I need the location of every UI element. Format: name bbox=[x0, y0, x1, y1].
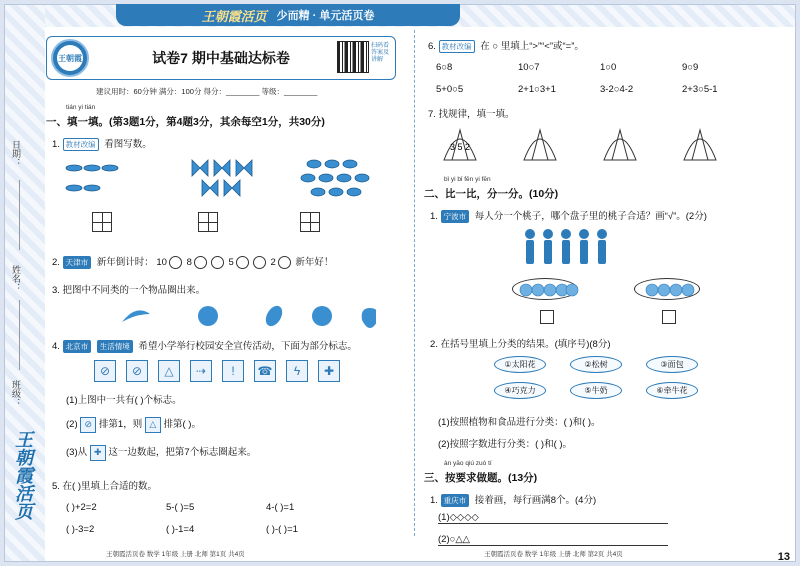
peaches bbox=[516, 282, 706, 298]
q21-tag: 宁波市 bbox=[441, 210, 470, 223]
q1-answer-box-3[interactable] bbox=[300, 212, 320, 232]
q6-cmp-6[interactable]: 2+1○3+1 bbox=[518, 84, 556, 95]
q6-cmp-3[interactable]: 1○0 bbox=[600, 62, 617, 73]
q21: 1. 宁波市 每人分一个桃子，哪个盘子里的桃子合适？画“√”。(2分) bbox=[430, 211, 707, 222]
no-swim-sign-icon: ⊘ bbox=[80, 417, 96, 433]
q3-pictures bbox=[116, 302, 376, 330]
phone-sign-icon: ☎ bbox=[254, 360, 276, 382]
countdown-blank[interactable] bbox=[236, 256, 249, 269]
sec3-title: 三、按要求做题。(13分) bbox=[424, 472, 538, 484]
q7-shells bbox=[440, 124, 760, 164]
q5: 5. 在( )里填上合适的数。 bbox=[52, 481, 158, 492]
name-label: 姓名： bbox=[11, 265, 21, 292]
banner-subtitle: 少而精 · 单元活页卷 bbox=[276, 10, 375, 22]
no-swim-sign-icon: ⊘ bbox=[126, 360, 148, 382]
q6-cmp-2[interactable]: 10○7 bbox=[518, 62, 540, 73]
leaf-icon bbox=[262, 303, 285, 329]
side-fields bbox=[6, 120, 28, 440]
right-column bbox=[424, 26, 780, 562]
q1: 1. 教材改编 看图写数。 bbox=[52, 139, 152, 150]
q4-sub1: (1)上图中一共有( )个标志。 bbox=[66, 395, 182, 406]
q2-prefix: 新年倒计时： bbox=[96, 257, 154, 268]
q2-tag: 天津市 bbox=[63, 256, 92, 269]
q6: 6. 教材改编 在 ○ 里填上“>”“<”或“=”。 bbox=[428, 41, 584, 52]
q7: 7. 找规律，填一填。 bbox=[428, 109, 515, 120]
q1-answer-box-2[interactable] bbox=[198, 212, 218, 232]
logo-text: 王朝霞 bbox=[57, 45, 83, 71]
q3: 3. 把图中不同类的一个物品圈出来。 bbox=[52, 285, 206, 296]
shell-icon-4 bbox=[684, 130, 716, 160]
q2-suffix: 新年好！ bbox=[295, 257, 334, 268]
q22-sub1[interactable]: (1)按照植物和食品进行分类：( )和( )。 bbox=[438, 417, 601, 428]
plate-b-checkbox[interactable] bbox=[662, 310, 676, 324]
q4-tag2: 生活情境 bbox=[97, 340, 133, 353]
name-line bbox=[19, 300, 20, 370]
q1-text: 看图写数。 bbox=[104, 139, 152, 150]
q4: 4. 北京市 生活情境 希望小学举行校园安全宣传活动，下面为部分标志。 bbox=[52, 341, 357, 352]
q31: 1. 重庆市 接着画，每行画满8个。(4分) bbox=[430, 495, 597, 506]
electric-sign-icon: ϟ bbox=[286, 360, 308, 382]
q5-eq-6[interactable]: ( )-( )=1 bbox=[266, 524, 298, 535]
exam-title: 试卷7 期中基础达标卷 bbox=[152, 50, 290, 66]
side-brand: 王朝霞活页 bbox=[12, 430, 33, 520]
top-banner bbox=[116, 4, 460, 26]
warning-sign-icon: △ bbox=[145, 417, 161, 433]
q6-cmp-4[interactable]: 9○9 bbox=[682, 62, 699, 73]
q6-cmp-7[interactable]: 3-2○4-2 bbox=[600, 84, 634, 95]
q4-tag1: 北京市 bbox=[63, 340, 92, 353]
exam-meta: 建议用时：60分钟 满分：100分 得分：________ 等级：________ bbox=[96, 87, 318, 96]
no-bike-sign-icon: ⊘ bbox=[94, 360, 116, 382]
butterfly-group bbox=[192, 160, 252, 196]
countdown-10: 10 bbox=[156, 257, 167, 268]
exit-sign-icon: ⇢ bbox=[190, 360, 212, 382]
strawberry-icon bbox=[362, 308, 376, 328]
q6-cmp-8[interactable]: 2+3○5-1 bbox=[682, 84, 718, 95]
q21-text: 每人分一个桃子，哪个盘子里的桃子合适？画“√”。(2分) bbox=[474, 211, 707, 222]
q6-tag: 教材改编 bbox=[439, 40, 475, 53]
sec3-pinyin: àn yāo qiú zuò tí bbox=[444, 460, 492, 467]
q1-answer-box-1[interactable] bbox=[92, 212, 112, 232]
q1-tag: 教材改编 bbox=[63, 138, 99, 151]
q5-eq-3[interactable]: 4-( )=1 bbox=[266, 502, 295, 513]
left-footer: 王朝霞活页卷 数学 1年级 上册 北师 第1页 共4页 bbox=[106, 551, 245, 558]
banana-icon bbox=[122, 310, 150, 322]
apple-icon bbox=[198, 306, 218, 326]
warning-sign-icon: △ bbox=[158, 360, 180, 382]
countdown-blank[interactable] bbox=[169, 256, 182, 269]
orange-icon bbox=[312, 306, 332, 326]
countdown-8: 8 bbox=[186, 257, 192, 268]
item-3: ③面包 bbox=[646, 356, 698, 373]
q4-text: 希望小学举行校园安全宣传活动，下面为部分标志。 bbox=[138, 341, 357, 352]
q31-row1[interactable]: (1)◇◇◇◇ bbox=[438, 512, 668, 524]
dragonfly-group bbox=[66, 165, 118, 191]
q5-eq-1[interactable]: ( )+2=2 bbox=[66, 502, 97, 513]
q31-text: 接着画，每行画满8个。(4分) bbox=[474, 495, 597, 506]
item-2: ②松树 bbox=[570, 356, 622, 373]
date-line bbox=[19, 180, 20, 250]
item-1: ①太阳花 bbox=[494, 356, 546, 373]
countdown-blank[interactable] bbox=[253, 256, 266, 269]
plate-a-checkbox[interactable] bbox=[540, 310, 554, 324]
shell-1-numbers: 3 5 2 bbox=[449, 142, 471, 152]
q31-row2[interactable]: (2)○△△ bbox=[438, 534, 668, 546]
q6-cmp-5[interactable]: 5+0○5 bbox=[436, 84, 464, 95]
q5-eq-2[interactable]: 5-( )=5 bbox=[166, 502, 195, 513]
first-aid-sign-icon: ✚ bbox=[318, 360, 340, 382]
q2: 2. 天津市 新年倒计时： 10 8 5 2 新年好！ bbox=[52, 257, 334, 268]
sec2-pinyin: bǐ yi bǐ fēn yi fēn bbox=[444, 176, 491, 183]
column-divider bbox=[414, 30, 415, 536]
countdown-2: 2 bbox=[270, 257, 276, 268]
countdown-5: 5 bbox=[228, 257, 234, 268]
countdown-blank[interactable] bbox=[194, 256, 207, 269]
q6-cmp-1[interactable]: 6○8 bbox=[436, 62, 453, 73]
q5-eq-4[interactable]: ( )-3=2 bbox=[66, 524, 95, 535]
exam-header bbox=[46, 36, 396, 80]
sec1-title: 一、填一填。(第3题1分，第4题3分，其余每空1分，共30分) bbox=[46, 116, 325, 128]
item-5: ⑤牛奶 bbox=[570, 382, 622, 399]
sec2-title: 二、比一比，分一分。(10分) bbox=[424, 188, 559, 200]
q22-sub2[interactable]: (2)按照字数进行分类：( )和( )。 bbox=[438, 439, 573, 450]
right-footer: 王朝霞活页卷 数学 1年级 上册 北师 第2页 共4页 bbox=[484, 551, 623, 558]
item-4: ④巧克力 bbox=[494, 382, 546, 399]
shell-icon-2 bbox=[524, 130, 556, 160]
sec1-pinyin: tián yi tián bbox=[66, 104, 96, 111]
q1-pictures bbox=[62, 154, 392, 204]
class-label: 班级： bbox=[11, 380, 21, 407]
q4-sub3: (3)从 ✚ 这一边数起，把第7个标志圈起来。 bbox=[66, 444, 256, 461]
qr-code[interactable] bbox=[337, 41, 369, 73]
children-figures bbox=[520, 226, 616, 276]
left-column bbox=[46, 26, 402, 562]
countdown-blank[interactable] bbox=[278, 256, 291, 269]
q31-tag: 重庆市 bbox=[441, 494, 470, 507]
q5-eq-5[interactable]: ( )-1=4 bbox=[166, 524, 195, 535]
countdown-blank[interactable] bbox=[211, 256, 224, 269]
caution-sign-icon: ! bbox=[222, 360, 244, 382]
banner-brand: 王朝霞活页 bbox=[201, 9, 267, 25]
page-number: 13 bbox=[777, 551, 790, 563]
q22: 2. 在括号里填上分类的结果。(填序号)(8分) bbox=[430, 339, 611, 350]
fish-group bbox=[301, 160, 369, 196]
shell-icon-3 bbox=[604, 130, 636, 160]
item-6: ⑥牵牛花 bbox=[646, 382, 698, 399]
date-label: 日期： bbox=[11, 140, 21, 167]
q4-sub2: (2) ⊘ 排第1，则 △ 排第( )。 bbox=[66, 416, 201, 433]
q6-text: 在 ○ 里填上“>”“<”或“=”。 bbox=[480, 41, 584, 52]
first-aid-sign-icon: ✚ bbox=[90, 445, 106, 461]
qr-note: 扫码看答案及讲解 bbox=[371, 43, 390, 63]
